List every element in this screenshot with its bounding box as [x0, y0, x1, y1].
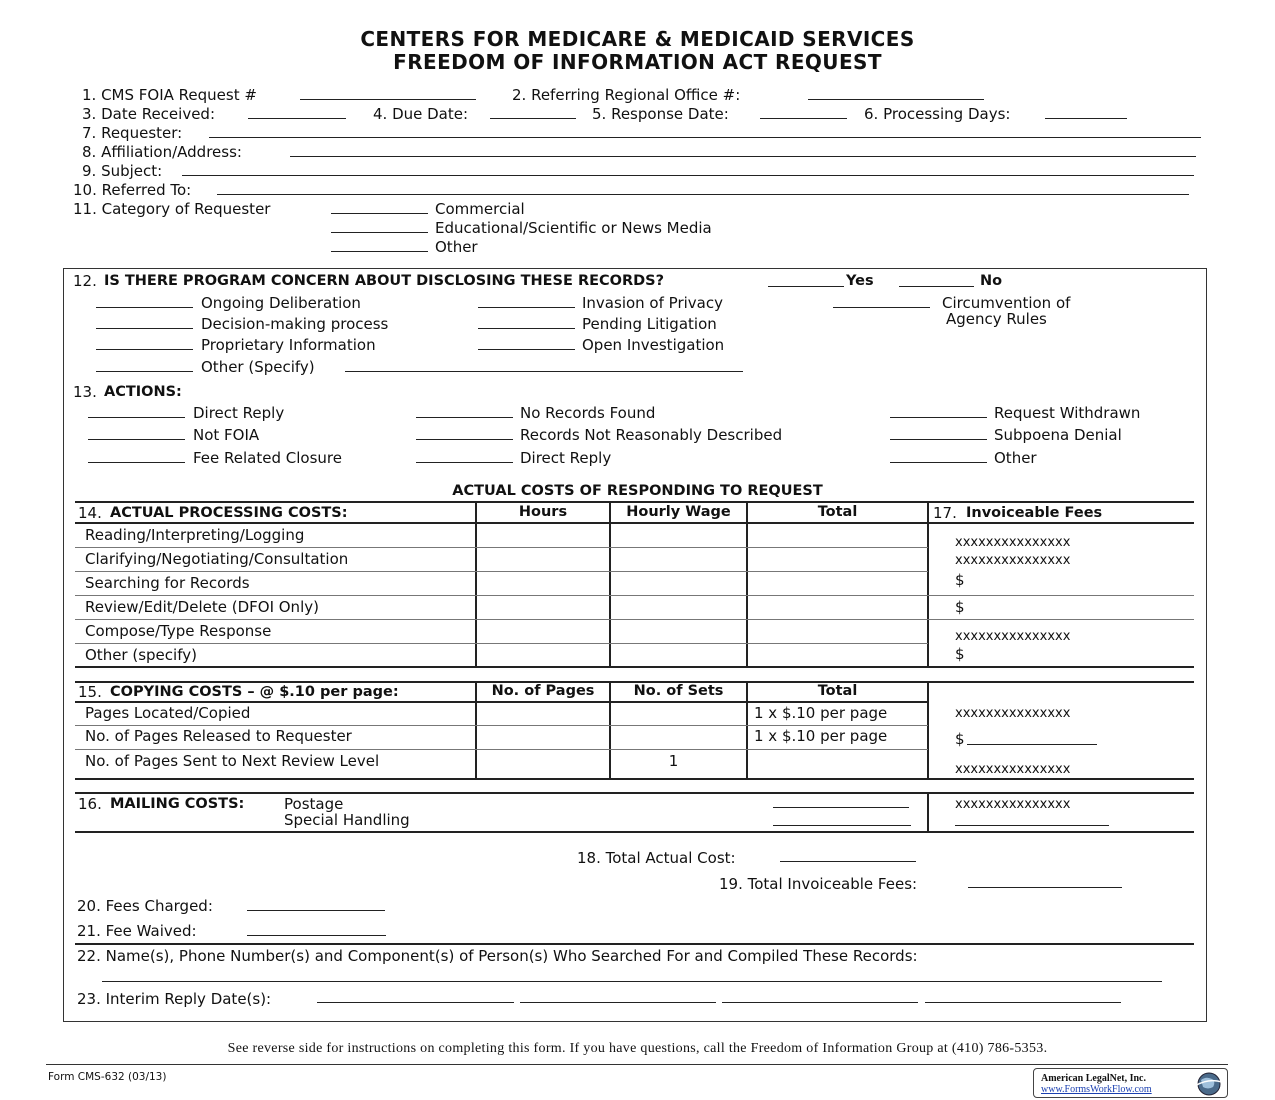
s15-number: 15. — [78, 683, 102, 701]
q12-invasion-privacy: Invasion of Privacy — [582, 294, 723, 312]
q12-blank[interactable] — [478, 328, 575, 329]
q13-subpoena-denial: Subpoena Denial — [994, 426, 1122, 444]
col-total-15: Total — [817, 683, 858, 699]
q13-blank[interactable] — [416, 439, 513, 440]
col-no-of-sets: No. of Sets — [633, 683, 724, 699]
fee-dollar: $ — [955, 730, 965, 748]
special-handling-blank[interactable] — [773, 825, 911, 826]
col-no-of-pages: No. of Pages — [491, 683, 595, 699]
interim-reply-blank[interactable] — [722, 1002, 918, 1003]
interim-reply-blank[interactable] — [317, 1002, 514, 1003]
q13-direct-reply-2: Direct Reply — [520, 449, 612, 467]
fee-placeholder: xxxxxxxxxxxxxxx — [955, 706, 1071, 721]
searcher-names-blank[interactable] — [102, 981, 1162, 982]
fee-placeholder: xxxxxxxxxxxxxxx — [955, 553, 1071, 568]
category-blank[interactable] — [331, 232, 428, 233]
q12-no-label: No — [980, 273, 1003, 289]
q12-number: 12. — [73, 272, 97, 290]
table-rule — [75, 831, 1194, 833]
q13-not-foia: Not FOIA — [193, 426, 260, 444]
postage-label: Postage — [284, 795, 344, 813]
table-rule — [75, 778, 1194, 780]
field-blank-10[interactable] — [217, 194, 1189, 195]
field-blank-1[interactable] — [300, 99, 476, 100]
q12-other-specify-blank[interactable] — [345, 371, 743, 372]
field-label-5: 5. Response Date: — [592, 105, 729, 123]
category-educational: Educational/Scientific or News Media — [435, 219, 712, 237]
postage-blank[interactable] — [773, 807, 909, 808]
field-label-11: 11. Category of Requester — [73, 200, 271, 218]
row-searching: Searching for Records — [85, 574, 250, 592]
fee-dollar: $ — [955, 598, 965, 616]
q12-yes-label: Yes — [846, 273, 874, 289]
field-blank-7[interactable] — [209, 137, 1201, 138]
row-other: Other (specify) — [85, 646, 197, 664]
row-reading: Reading/Interpreting/Logging — [85, 526, 305, 544]
q13-blank[interactable] — [416, 462, 513, 463]
q12-blank[interactable] — [96, 328, 193, 329]
q12-circumvention: Circumvention of — [942, 294, 1071, 312]
field-label-2: 2. Referring Regional Office #: — [512, 86, 741, 104]
field-label-1: 1. CMS FOIA Request # — [82, 86, 257, 104]
logo-name: American LegalNet, Inc. — [1041, 1073, 1146, 1084]
q13-blank[interactable] — [890, 439, 987, 440]
field-blank-2[interactable] — [808, 99, 984, 100]
logo-url[interactable]: www.FormsWorkFlow.com — [1041, 1084, 1152, 1095]
col-total: Total — [817, 504, 858, 520]
fee-dollar: $ — [955, 645, 965, 663]
s16-label: MAILING COSTS: — [110, 796, 245, 812]
q12-decision-making: Decision-making process — [201, 315, 389, 333]
interim-reply-blank[interactable] — [520, 1002, 716, 1003]
q13-number: 13. — [73, 383, 97, 401]
interim-reply-blank[interactable] — [925, 1002, 1121, 1003]
field-blank-9[interactable] — [182, 175, 1194, 176]
q13-records-not-described: Records Not Reasonably Described — [520, 426, 783, 444]
s15-label: COPYING COSTS – @ $.10 per page: — [110, 684, 399, 700]
interim-reply-label: 23. Interim Reply Date(s): — [77, 990, 272, 1008]
row-pages-next-review: No. of Pages Sent to Next Review Level — [85, 752, 380, 770]
main-box — [63, 268, 1207, 1022]
fee-dollar: $ — [955, 571, 965, 589]
row-clarifying: Clarifying/Negotiating/Consultation — [85, 550, 349, 568]
instructions-note: See reverse side for instructions on completing this form. If you have questions, call the Freedom of Information Group at (410) 786-5353. — [227, 1041, 1048, 1056]
q12-other-specify: Other (Specify) — [201, 358, 315, 376]
total-invoiceable-label: 19. Total Invoiceable Fees: — [719, 875, 918, 893]
form-title-line2: FREEDOM OF INFORMATION ACT REQUEST — [393, 50, 882, 74]
table-rule — [75, 643, 928, 644]
q12-blank[interactable] — [478, 349, 575, 350]
total-actual-cost-label: 18. Total Actual Cost: — [577, 849, 736, 867]
table-rule — [75, 571, 928, 572]
row-review: Review/Edit/Delete (DFOI Only) — [85, 598, 319, 616]
total-actual-cost-blank[interactable] — [780, 861, 916, 862]
table-rule — [75, 547, 928, 548]
q13-fee-related-closure: Fee Related Closure — [193, 449, 342, 467]
globe-icon — [1192, 1070, 1224, 1097]
field-label-3: 3. Date Received: — [82, 105, 216, 123]
fees-charged-blank[interactable] — [247, 910, 385, 911]
table-rule — [75, 619, 1194, 620]
q13-blank[interactable] — [890, 417, 987, 418]
sets-value: 1 — [668, 752, 679, 770]
fee-placeholder: xxxxxxxxxxxxxxx — [955, 762, 1071, 777]
field-label-4: 4. Due Date: — [373, 105, 469, 123]
q12-ongoing-deliberation: Ongoing Deliberation — [201, 294, 361, 312]
q13-blank[interactable] — [88, 462, 185, 463]
s16-number: 16. — [78, 795, 102, 813]
q12-open-investigation: Open Investigation — [582, 336, 725, 354]
q12-agency-rules: Agency Rules — [946, 310, 1047, 328]
q13-blank[interactable] — [416, 417, 513, 418]
fee-placeholder: xxxxxxxxxxxxxxx — [955, 797, 1071, 812]
col-hourly-wage: Hourly Wage — [626, 504, 731, 520]
fee-blank[interactable] — [967, 744, 1097, 745]
q13-other: Other — [994, 449, 1037, 467]
field-blank-5[interactable] — [760, 118, 847, 119]
field-label-9: 9. Subject: — [82, 162, 163, 180]
q13-no-records-found: No Records Found — [520, 404, 656, 422]
q12-blank[interactable] — [833, 307, 930, 308]
table-rule — [75, 749, 928, 750]
q13-request-withdrawn: Request Withdrawn — [994, 404, 1141, 422]
category-commercial: Commercial — [435, 200, 525, 218]
category-blank[interactable] — [331, 213, 428, 214]
field-blank-3[interactable] — [248, 118, 346, 119]
fee-placeholder: xxxxxxxxxxxxxxx — [955, 535, 1071, 550]
s17-label: Invoiceable Fees — [966, 505, 1103, 521]
q13-label: ACTIONS: — [104, 384, 182, 400]
q12-proprietary: Proprietary Information — [201, 336, 376, 354]
costs-heading: ACTUAL COSTS OF RESPONDING TO REQUEST — [452, 483, 823, 499]
table-rule — [75, 701, 928, 703]
category-other: Other — [435, 238, 478, 256]
q13-blank[interactable] — [890, 462, 987, 463]
field-label-7: 7. Requester: — [82, 124, 183, 142]
field-blank-6[interactable] — [1045, 118, 1127, 119]
fee-placeholder: xxxxxxxxxxxxxxx — [955, 629, 1071, 644]
category-blank[interactable] — [331, 251, 428, 252]
per-page-rate: 1 x $.10 per page — [754, 704, 888, 722]
q12-no-blank[interactable] — [899, 286, 974, 287]
table-rule — [75, 943, 1194, 945]
table-rule — [75, 595, 1194, 596]
table-rule — [75, 666, 1194, 668]
table-rule — [75, 501, 1194, 503]
q12-blank[interactable] — [478, 307, 575, 308]
q13-blank[interactable] — [88, 439, 185, 440]
table-rule — [75, 522, 1194, 524]
table-rule — [75, 725, 928, 726]
special-handling-label: Special Handling — [284, 811, 410, 829]
form-id: Form CMS-632 (03/13) — [48, 1071, 167, 1083]
s17-number: 17. — [933, 504, 957, 522]
field-blank-8[interactable] — [290, 156, 1196, 157]
legalnet-logo — [1033, 1068, 1228, 1098]
q12-blank[interactable] — [96, 371, 193, 372]
form-title-line1: CENTERS FOR MEDICARE & MEDICAID SERVICES — [360, 27, 915, 51]
q12-pending-litigation: Pending Litigation — [582, 315, 717, 333]
searcher-names-label: 22. Name(s), Phone Number(s) and Component(s) of Person(s) Who Searched For and Compiled These Records: — [77, 947, 918, 965]
total-invoiceable-blank[interactable] — [968, 887, 1122, 888]
q12-blank[interactable] — [96, 307, 193, 308]
fee-blank[interactable] — [955, 825, 1109, 826]
fee-waived-blank[interactable] — [247, 935, 386, 936]
q13-direct-reply: Direct Reply — [193, 404, 285, 422]
table-rule — [927, 792, 929, 833]
footer-rule — [46, 1064, 1228, 1065]
q12-blank[interactable] — [96, 349, 193, 350]
field-label-8: 8. Affiliation/Address: — [82, 143, 242, 161]
table-rule — [75, 792, 1194, 794]
s14-label: ACTUAL PROCESSING COSTS: — [110, 505, 348, 521]
s14-number: 14. — [78, 504, 102, 522]
q12-question: IS THERE PROGRAM CONCERN ABOUT DISCLOSING THESE RECORDS? — [104, 273, 665, 289]
fees-charged-label: 20. Fees Charged: — [77, 897, 213, 915]
field-label-10: 10. Referred To: — [73, 181, 192, 199]
q12-yes-blank[interactable] — [768, 286, 844, 287]
col-hours: Hours — [518, 504, 568, 520]
row-compose: Compose/Type Response — [85, 622, 272, 640]
per-page-rate: 1 x $.10 per page — [754, 727, 888, 745]
row-pages-released: No. of Pages Released to Requester — [85, 727, 352, 745]
table-rule — [927, 681, 929, 780]
field-blank-4[interactable] — [490, 118, 576, 119]
fee-waived-label: 21. Fee Waived: — [77, 922, 197, 940]
row-pages-located: Pages Located/Copied — [85, 704, 251, 722]
field-label-6: 6. Processing Days: — [864, 105, 1011, 123]
q13-blank[interactable] — [88, 417, 185, 418]
